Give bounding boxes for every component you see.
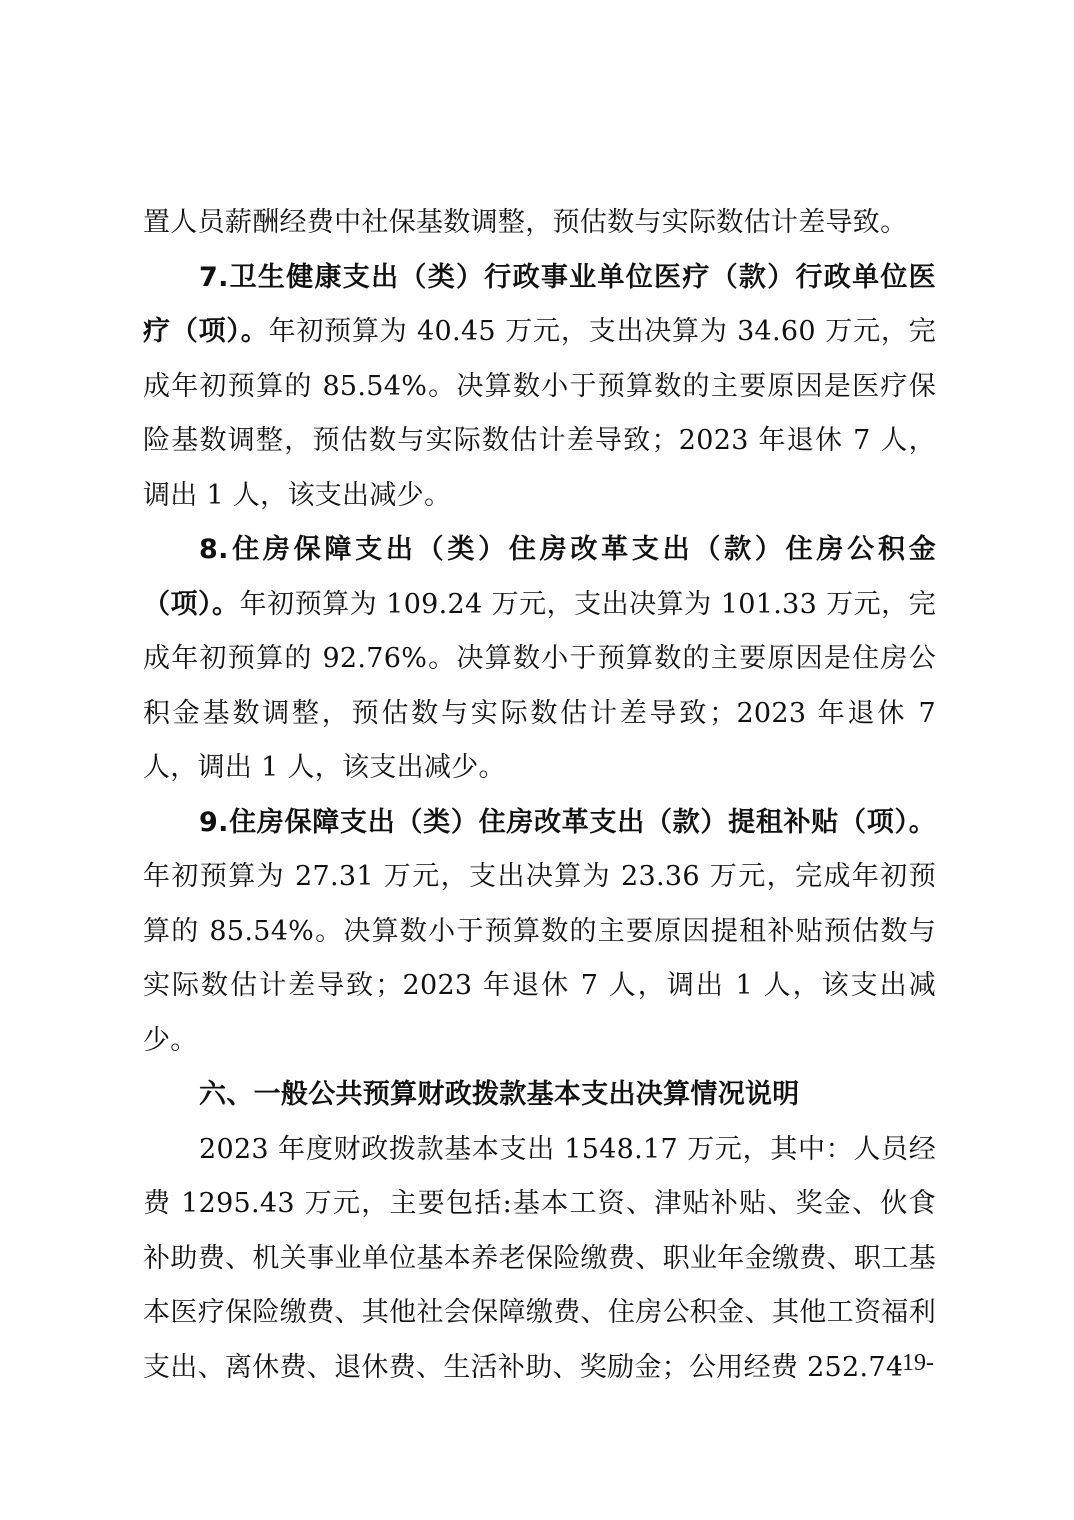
paragraph-item-9 (143, 796, 936, 1069)
item-8-title: 8.住房保障支出（类）住房改革支出（款）住房公积金（项）。 (143, 534, 936, 620)
item-9-title: 9.住房保障支出（类）住房改革支出（款）提租补贴（项）。 (199, 806, 936, 838)
paragraph-item-7 (143, 251, 936, 524)
item-8-body: 年初预算为 109.24 万元，支出决算为 101.33 万元，完成年初预算的 92.76%。决算数小于预算数的主要原因是住房公积金基数调整，预估数与实际数估计差导致；2023 年退休 7 人，调出 1 人，该支出减少。 (143, 588, 936, 783)
section-6-body: 2023 年度财政拨款基本支出 1548.17 万元，其中：人员经费 1295.43 万元，主要包括:基本工资、津贴补贴、奖金、伙食补助费、机关事业单位基本养老保险缴费、职业年金缴费、职工基本医疗保险缴费、其他社会保障缴费、住房公积金、其他工资福利支出、离休费、退休费、生活补助、奖励金；公用经费 252.74 (143, 1133, 936, 1383)
paragraph-item-8 (143, 523, 936, 796)
item-7-body: 年初预算为 40.45 万元，支出决算为 34.60 万元，完成年初预算的 85.54%。决算数小于预算数的主要原因是医疗保险基数调整，预估数与实际数估计差导致；2023 年退休 7 人，调出 1 人，该支出减少。 (143, 316, 936, 511)
document-page (143, 196, 936, 1395)
item-9-body: 年初预算为 27.31 万元，支出决算为 23.36 万元，完成年初预算的 85.54%。决算数小于预算数的主要原因提租补贴预估数与实际数估计差导致；2023 年退休 7 人，调出 1 人，该支出减少。 (143, 861, 936, 1056)
paragraph-continuation: 置人员薪酬经费中社保基数调整，预估数与实际数估计差导致。 (143, 207, 908, 238)
section-6-heading: 六、一般公共预算财政拨款基本支出决算情况说明 (199, 1079, 800, 1110)
page-number: -19- (894, 1350, 934, 1376)
item-7-title: 7.卫生健康支出（类）行政事业单位医疗（款）行政单位医疗（项）。 (143, 261, 936, 347)
